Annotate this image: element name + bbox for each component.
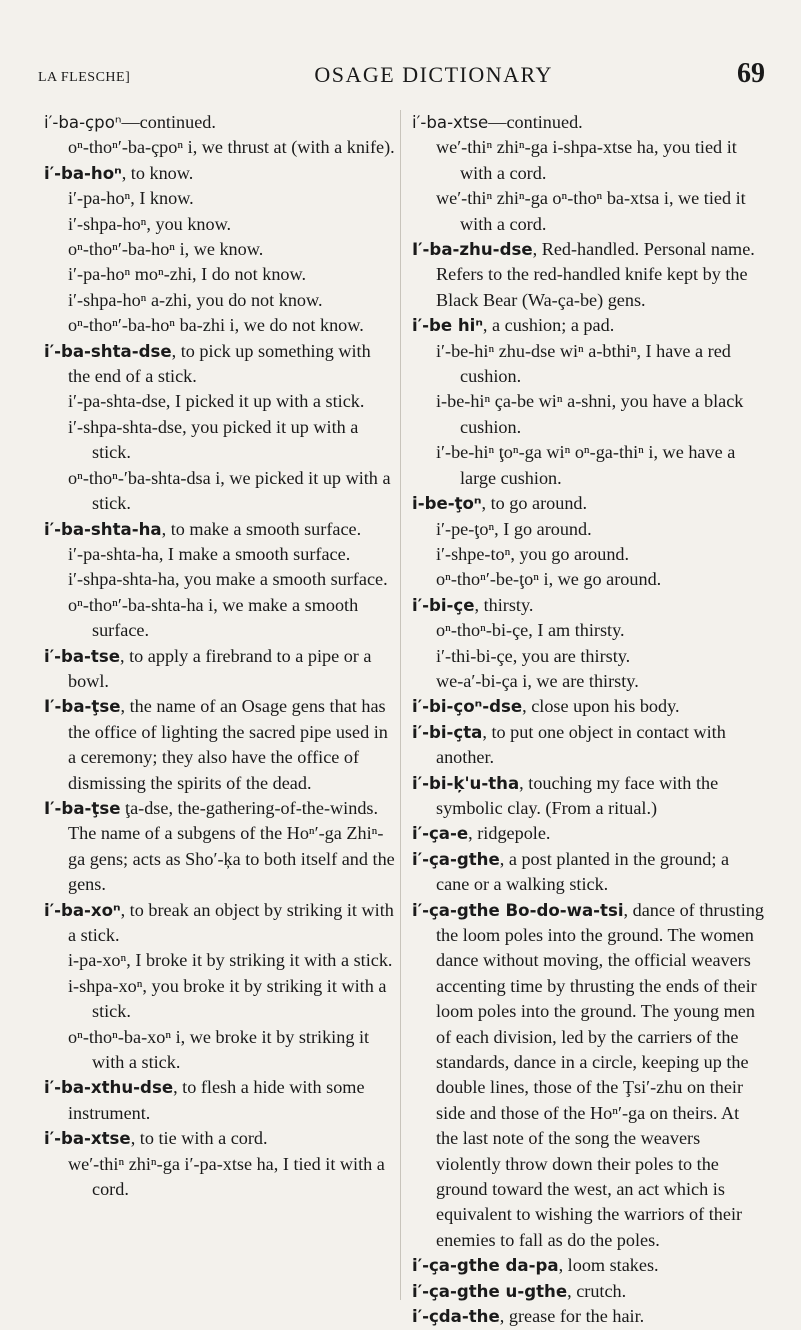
dictionary-entry — [412, 821, 764, 846]
entry-text: , a cushion; a pad. — [482, 315, 615, 336]
sub-entry — [44, 389, 396, 414]
headword: i′-ba-hoⁿ — [44, 163, 122, 183]
entry-text: , to pick up something with the end of a stick. — [68, 340, 371, 387]
right-column — [412, 110, 764, 1330]
sub-entry — [44, 593, 396, 644]
sub-entry — [44, 974, 396, 1025]
entry-text: , grease for the hair. — [499, 1306, 645, 1327]
entry-text: , close upon his body. — [522, 696, 680, 717]
sub-entry — [412, 186, 764, 237]
entry-text: , to apply a firebrand to a pipe or a bowl. — [68, 645, 372, 691]
headword: i′-ba-tse — [44, 646, 120, 666]
sub-entry — [412, 618, 764, 643]
entry-text: i-shpa-xoⁿ, you broke it by striking it with a stick. — [68, 975, 387, 1022]
dictionary-entry — [44, 339, 396, 390]
entry-text: , crutch. — [567, 1280, 627, 1301]
dictionary-entry — [44, 796, 396, 898]
entry-text: , thirsty. — [474, 594, 534, 615]
sub-entry — [44, 262, 396, 287]
entry-text: i-be-hiⁿ ça-be wiⁿ a-shni, you have a black cushion. — [436, 391, 744, 437]
headword: i′-ça-gthe da-pa — [412, 1256, 559, 1276]
entry-text: oⁿ-thoⁿ′-be-ţoⁿ i, we go around. — [436, 569, 662, 590]
entry-text: oⁿ-thoⁿ′-ba-shta-ha i, we make a smooth surface. — [68, 594, 359, 641]
sub-entry — [412, 567, 764, 592]
entry-text: i′-shpa-shta-dse, you picked it up with a stick. — [68, 416, 359, 463]
sub-entry — [44, 313, 396, 338]
entry-text: , to make a smooth surface. — [161, 518, 362, 539]
entry-text: , to put one object in contact with another. — [436, 721, 726, 768]
entry-text: , to go around. — [481, 493, 588, 514]
dictionary-entry — [412, 694, 764, 719]
dictionary-entry — [44, 644, 396, 695]
entry-text: i′-pe-ţoⁿ, I go around. — [436, 518, 592, 539]
dictionary-entry — [44, 161, 396, 186]
entry-text: oⁿ-thoⁿ-′ba-shta-dsa i, we picked it up with a stick. — [68, 467, 391, 514]
entry-text: we′-thiⁿ zhiⁿ-ga i′-pa-xtse ha, I tied it with a cord. — [68, 1153, 385, 1200]
sub-entry — [44, 1025, 396, 1076]
entry-text: , touching my face with the symbolic clay. (From a ritual.) — [436, 772, 719, 818]
entry-text: i′-be-hiⁿ zhu-dse wiⁿ a-bthiⁿ, I have a red cushion. — [436, 340, 731, 387]
dictionary-entry — [412, 313, 764, 338]
headword: I′-ba-ţse — [44, 697, 121, 717]
sub-entry — [44, 1152, 396, 1203]
headword: i′-ça-gthe u-gthe — [412, 1281, 568, 1301]
headword: i′-ça-e — [412, 824, 469, 844]
entry-text: i′-shpa-hoⁿ a-zhi, you do not know. — [68, 289, 323, 310]
dictionary-entry — [412, 593, 764, 618]
entry-text: , to flesh a hide with some instrument. — [68, 1077, 365, 1123]
sub-entry — [412, 339, 764, 390]
headword: i′-ba-xtse — [44, 1129, 131, 1149]
entry-text: oⁿ-thoⁿ′-ba-hoⁿ ba-zhi i, we do not know. — [68, 315, 364, 336]
entry-text: , to know. — [121, 162, 194, 183]
entry-text: i′-pa-shta-dse, I picked it up with a stick. — [68, 391, 365, 412]
left-column — [44, 110, 396, 1202]
entry-text: , loom stakes. — [558, 1255, 659, 1276]
dictionary-entry — [412, 491, 764, 516]
sub-entry — [44, 135, 396, 160]
dictionary-entry — [412, 1304, 764, 1329]
headword: i′-bi-ķ'u-tha — [412, 773, 520, 793]
headword: i′-ça-gthe — [412, 849, 500, 869]
entry-text: oⁿ-thoⁿ-bi-çe, I am thirsty. — [436, 620, 625, 641]
sub-entry — [412, 389, 764, 440]
entry-text: , a post planted in the ground; a cane or a walking stick. — [436, 848, 730, 895]
headword: i′-bi-çoⁿ-dse — [412, 697, 523, 717]
sub-entry — [412, 669, 764, 694]
entry-text: ţa-dse, the-gathering-of-the-winds. The name of a subgens of the Hoⁿ′-ga Zhiⁿ-ga gens; acts as Sho′-ķa to both itself and the gens. — [68, 797, 395, 895]
headword: i′-ba-shta-dse — [44, 341, 172, 361]
entry-text: , ridgepole. — [468, 823, 551, 844]
sub-entry — [412, 135, 764, 186]
headword: i′-be hiⁿ — [412, 316, 483, 336]
entry-text: —continued. — [121, 112, 216, 132]
dictionary-entry — [412, 771, 764, 822]
dictionary-entry — [412, 720, 764, 771]
entry-text: oⁿ-thoⁿ′-ba-çpoⁿ i, we thrust at (with a knife). — [68, 137, 395, 158]
sub-entry — [44, 212, 396, 237]
entry-text: i′-be-hiⁿ ţoⁿ-ga wiⁿ oⁿ-ga-thiⁿ i, we have a large cushion. — [436, 442, 736, 488]
entry-text: , Red-handled. Personal name. Refers to the red-handled knife kept by the Black Bear (Wa-ça-be) gens. — [436, 239, 755, 310]
headword: i′-bi-çta — [412, 722, 483, 742]
headword: i′-bi-çe — [412, 595, 475, 615]
entry-text: , to break an object by striking it with a stick. — [68, 899, 394, 945]
entry-text: i′-shpa-shta-ha, you make a smooth surface. — [68, 569, 388, 590]
entry-text: i′-shpa-hoⁿ, you know. — [68, 213, 232, 234]
headword: I′-ba-zhu-dse — [412, 240, 533, 260]
sub-entry — [44, 237, 396, 262]
running-head-author: LA FLESCHE] — [38, 70, 131, 85]
headword: I′-ba-ţse — [44, 798, 121, 818]
entry-text: oⁿ-thoⁿ-ba-xoⁿ i, we broke it by striking it with a stick. — [68, 1026, 370, 1073]
dictionary-entry — [412, 1253, 764, 1278]
entry-text: we′-thiⁿ zhiⁿ-ga i-shpa-xtse ha, you tied it with a cord. — [436, 137, 737, 183]
column-divider — [400, 110, 401, 1300]
sub-entry — [44, 542, 396, 567]
headword: i-be-ţoⁿ — [412, 494, 482, 514]
entry-text: i′-shpe-toⁿ, you go around. — [436, 543, 630, 564]
sub-entry — [44, 288, 396, 313]
headword: i′-ba-xthu-dse — [44, 1078, 174, 1098]
dictionary-entry — [412, 1279, 764, 1304]
headword: i′-ba-xoⁿ — [44, 900, 121, 920]
entry-text: , the name of an Osage gens that has the office of lighting the sacred pipe used in a ceremony; they also have the office of dismissing the spirits of the dead. — [68, 696, 388, 793]
entry-text: i′-pa-shta-ha, I make a smooth surface. — [68, 543, 351, 564]
entry-text: i-pa-xoⁿ, I broke it by striking it with a stick. — [68, 950, 393, 971]
entry-text: —continued. — [488, 112, 583, 132]
entry-text: i′-thi-bi-çe, you are thirsty. — [436, 645, 631, 666]
headword: i′-ba-çpoⁿ — [44, 113, 122, 132]
dictionary-entry — [412, 237, 764, 313]
sub-entry — [412, 517, 764, 542]
headword: i′-ça-gthe Bo-do-wa-tsi — [412, 900, 624, 920]
sub-entry — [44, 186, 396, 211]
dictionary-entry — [44, 110, 396, 135]
running-head-title: OSAGE DICTIONARY — [314, 62, 553, 87]
sub-entry — [412, 644, 764, 669]
dictionary-entry — [44, 1126, 396, 1151]
entry-text: i′-pa-hoⁿ, I know. — [68, 188, 194, 209]
dictionary-entry — [44, 898, 396, 949]
sub-entry — [44, 948, 396, 973]
dictionary-entry — [412, 847, 764, 898]
dictionary-entry — [44, 517, 396, 542]
sub-entry — [44, 466, 396, 517]
entry-text: , dance of thrusting the loom poles into the ground. The women dance without moving, the official weavers accenting time by thrusting the ends of their loom poles into the ground. The young men of each division, led by the carriers of the standards, dance in a circle, keeping up the double lines, those of the Ţsi′-zhu on their side and those of the Hoⁿ′-ga on theirs. At the last note of the song the weavers violently throw down their poles to the ground toward the west, an act which is equivalent to wishing the warriors of their enemies to fall as do the poles. — [436, 899, 764, 1250]
dictionary-entry — [44, 1075, 396, 1126]
dictionary-entry — [412, 110, 764, 135]
headword: i′-çda-the — [412, 1307, 500, 1327]
headword: i′-ba-shta-ha — [44, 519, 162, 539]
entry-text: oⁿ-thoⁿ′-ba-hoⁿ i, we know. — [68, 239, 264, 260]
sub-entry — [44, 567, 396, 592]
entry-text: we-a′-bi-ça i, we are thirsty. — [436, 670, 639, 691]
entry-text: , to tie with a cord. — [130, 1128, 268, 1149]
entry-text: we′-thiⁿ zhiⁿ-ga oⁿ-thoⁿ ba-xtsa i, we tied it with a cord. — [436, 188, 746, 234]
sub-entry — [412, 440, 764, 491]
page-header — [38, 56, 765, 90]
entry-text: i′-pa-hoⁿ moⁿ-zhi, I do not know. — [68, 264, 307, 285]
sub-entry — [44, 415, 396, 466]
headword: i′-ba-xtse — [412, 113, 489, 132]
dictionary-entry — [44, 694, 396, 796]
dictionary-entry — [412, 898, 764, 1254]
page-number: 69 — [736, 58, 765, 89]
sub-entry — [412, 542, 764, 567]
